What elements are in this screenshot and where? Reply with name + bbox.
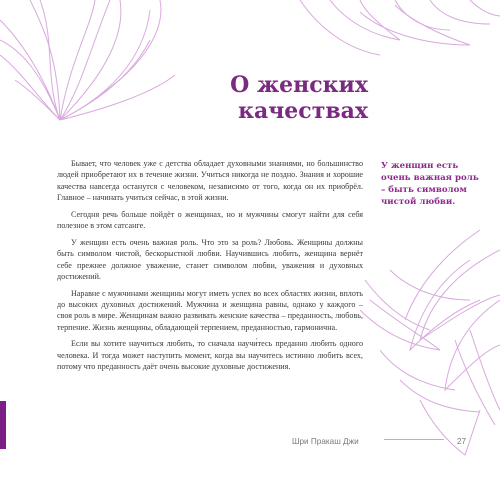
petal-ornament [430, 0, 490, 24]
petal-ornament [360, 5, 470, 45]
petal-ornament [420, 400, 480, 455]
petal-ornament [455, 340, 495, 425]
page-title [208, 72, 368, 124]
petal-ornament [470, 330, 500, 410]
footer-divider [384, 439, 444, 440]
title-line: качествах [238, 98, 368, 124]
petal-ornament [470, 0, 500, 16]
leaf-ornament [15, 80, 60, 120]
page-number: 27 [457, 437, 467, 446]
paragraph: Наравне с мужчинами женщины могут иметь успех во всех областях жизни, вплоть до высоких духовных достижений. Мужчина и женщина равны, однако у каждого – своя роль в мире. Женщинам важно развивать женские качества – преданность, любовь, терпение. Жизнь женщины, обладающей терпением, преданностью, гармонична. [57, 288, 363, 332]
leaf-ornament [30, 0, 95, 120]
petal-ornament [330, 0, 400, 40]
leaf-ornament [100, 0, 161, 95]
petal-ornament [300, 0, 380, 55]
petal-ornament [420, 250, 500, 340]
article-body [57, 158, 363, 378]
leaf-ornament [40, 0, 60, 120]
leaf-ornament [60, 0, 150, 120]
running-footer-author: Шри Пракаш Джи [292, 437, 359, 446]
petal-ornament [390, 270, 470, 300]
petal-ornament [445, 300, 500, 390]
accent-bar [0, 401, 6, 449]
paragraph: У женщин есть очень важная роль. Что это за роль? Любовь. Женщины должны быть символом чистой, бескорыстной любви. Научившись любить, женщина вернёт себе прежнее должное уважение, станет символом любви, уважения и духовных достижений. [57, 237, 363, 282]
paragraph: Сегодня речь больше пойдёт о женщинах, но и мужчины смогут найти для себя полезное в этом сатсанге. [57, 209, 363, 231]
petal-ornament [360, 300, 440, 350]
petal-ornament [395, 0, 450, 30]
pull-quote: У женщин есть очень важная роль – быть символом чистой любви. [381, 161, 479, 207]
paragraph: Если вы хотите научиться любить, то сначала научи́тесь преданно любить одного человека. И тогда может наступить момент, когда вы научитесь истинно любить всех, потому что преданность даёт очень высокие духовные достижения. [57, 339, 363, 372]
petal-ornament [405, 230, 480, 320]
paragraph: Бывает, что человек уже с детства обладает духовными знаниями, но большинство людей приобретают их в течение жизни. Учиться никогда не поздно. Знания и хорошие качества навсегда останутся с человеком, независимо от того, когда он их приобрёл. Главное – начинать учиться сейчас, в этой жизни. [57, 159, 363, 203]
leaf-ornament [60, 0, 110, 120]
petal-ornament [380, 350, 455, 390]
title-line: О женских [230, 72, 368, 98]
petal-ornament [400, 380, 480, 412]
